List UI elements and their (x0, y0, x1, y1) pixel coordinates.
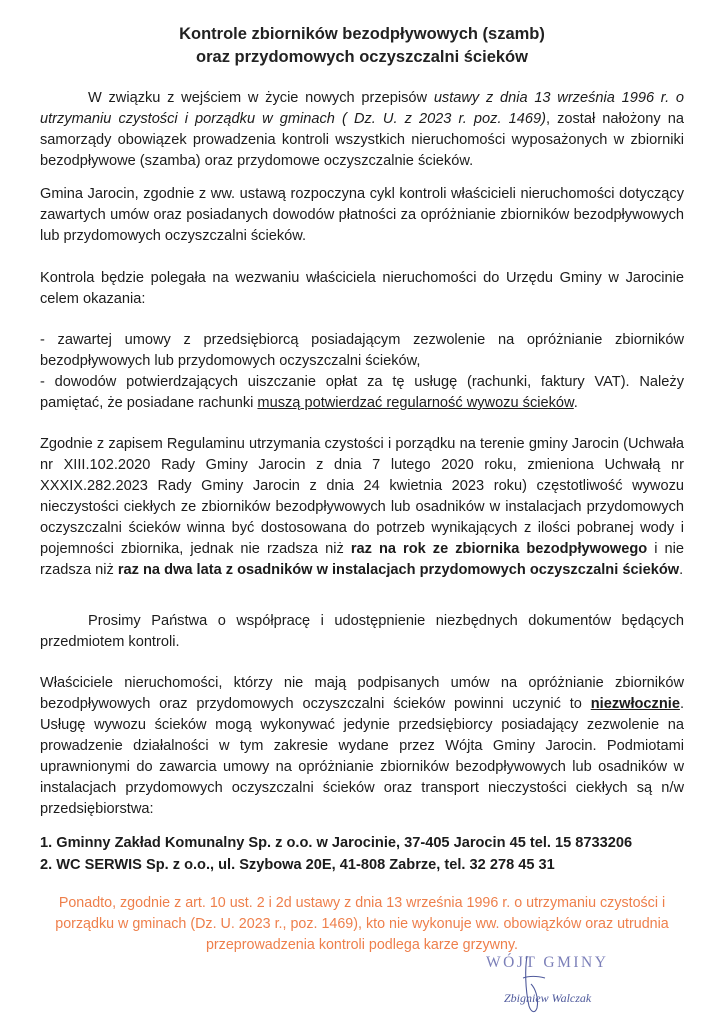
required-document-contract: - zawartej umowy z przedsiębiorcą posiadającym zezwolenie na opróżnianie zbiorników bezodpływowych lub przydomowych oczyszczalni ścieków, (40, 332, 684, 369)
regulation-paragraph (40, 434, 684, 581)
stamp-wojt-gminy: WÓJT GMINY (486, 954, 609, 971)
penalty-notice: Ponadto, zgodnie z art. 10 ust. 2 i 2d ustawy z dnia 13 września 1996 r. o utrzymaniu czystości i porządku w gminach (Dz. U. 2023 r., poz. 1469), kto nie wykonuje ww. obowiązków oraz utrudnia przeprowadzenia kontroli podlega karze grzywny. (55, 895, 669, 953)
company-item-wc-serwis: 2. WC SERWIS Sp. z o.o., ul. Szybowa 20E, 41-808 Zabrze, tel. 32 278 45 31 (40, 857, 555, 873)
authorized-companies-list (40, 832, 690, 876)
document-title (0, 23, 724, 69)
title-line-2: oraz przydomowych oczyszczalni ścieków (196, 48, 528, 66)
regulation-text-3: . (679, 562, 684, 578)
title-line-1: Kontrole zbiorników bezodpływowych (szamb) (179, 25, 545, 43)
law-citation: ustawy z dnia 13 września 1996 r. o utrzymaniu czystości i porządku w gminach ( Dz. U. z 2023 r. poz. 1469) (40, 90, 685, 127)
payments-end: . (573, 395, 578, 411)
immediately-emphasis: niezwłocznie (590, 696, 680, 712)
intro-paragraph (40, 88, 684, 172)
intro-text-1: W związku z wejściem w życie nowych przepisów (88, 90, 434, 106)
frequency-tank-emphasis: raz na rok ze zbiornika bezodpływowego (350, 541, 648, 557)
cooperation-request-paragraph: Prosimy Państwa o współpracę i udostępnienie niezbędnych dokumentów będących przedmiotem kontroli. (40, 613, 684, 650)
owners-obligation-paragraph (40, 673, 684, 820)
frequency-treatment-plant-emphasis: raz na dwa lata z osadników w instalacjach przydomowych oczyszczalni ścieków (117, 562, 680, 578)
signature-name: Zbigniew Walczak (504, 991, 592, 1005)
regulation-text-2: i nie rzadsza niż (40, 541, 685, 578)
required-documents-list (40, 330, 684, 414)
payments-text: - dowodów potwierdzających uiszczanie opłat za tę usługę (rachunki, faktury VAT). Należy pamiętać, że posiadane rachunki (40, 374, 684, 411)
company-item-gzk: 1. Gminny Zakład Komunalny Sp. z o.o. w Jarocinie, 37-405 Jarocin 45 tel. 15 8733206 (40, 835, 633, 851)
required-document-payments (40, 372, 684, 414)
owners-text-1: Właściciele nieruchomości, którzy nie mają podpisanych umów na opróżnianie zbiorników bezodpływowych oraz przydomowych oczyszczalni ścieków powinni uczynić to (40, 675, 684, 712)
handwritten-signature-scribble (505, 948, 585, 1018)
paragraph-cycle-of-controls: Gmina Jarocin, zgodnie z ww. ustawą rozpoczyna cykl kontroli właścicieli nieruchomości dotyczący zawartych umów oraz posiadanych dowodów płatności za opróżnianie zbiorników bezodpływowych lub przydomowych oczyszczalni ścieków. (40, 186, 684, 244)
intro-text-2: , został nałożony na samorządy obowiązek prowadzenia kontroli wszystkich nieruchomości wyposażonych w zbiorniki bezodpływowe (szamba) oraz przydomowe oczyszczalnie ścieków. (40, 111, 684, 169)
paragraph-control-description: Kontrola będzie polegała na wezwaniu właściciela nieruchomości do Urzędu Gminy w Jarocinie celem okazania: (40, 270, 684, 307)
regularity-emphasis: muszą potwierdzać regularność wywozu ścieków (257, 395, 574, 411)
regulation-text-1: Zgodnie z zapisem Regulaminu utrzymania czystości i porządku na terenie gminy Jarocin (Uchwała nr XIII.102.2020 Rady Gminy Jarocin z dnia 7 lutego 2020 roku, zmieniona Uchwałą nr XXXIX.282.2023 Rady Gminy Jarocin z dnia 24 kwietnia 2023 roku) częstotliwość wywozu nieczystości ciekłych ze zbiorników bezodpływowych lub osadników w instalacjach przydomowych oczyszczalni ścieków winna być dostosowana do potrzeb wynikających z ilości pobranej wody i pojemności zbiornika, jednak nie rzadsza niż (40, 436, 684, 557)
owners-text-2: . Usługę wywozu ścieków mogą wykonywać jedynie przedsiębiorcy posiadający zezwolenie na prowadzenie działalności w tym zakresie wydane przez Wójta Gminy Jarocin. Podmiotami uprawnionymi do zawarcia umowy na opróżnianie zbiorników bezodpływowych lub osadników w instalacjach przydomowych oczyszczalni ścieków oraz transport nieczystości ciekłych są n/w przedsiębiorstwa: (40, 696, 684, 817)
